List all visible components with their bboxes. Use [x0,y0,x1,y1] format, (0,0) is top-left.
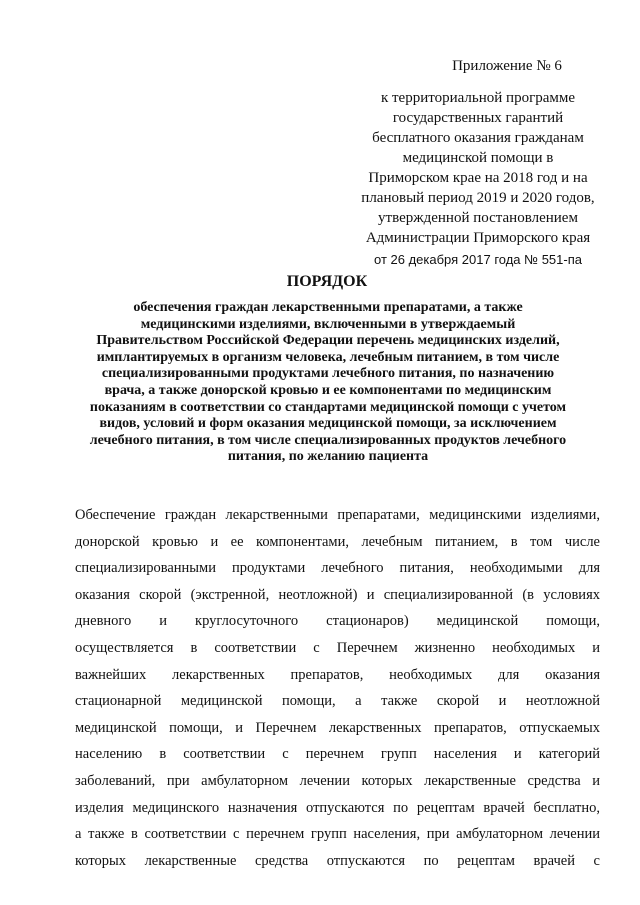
body-line: осуществляется в соответствии с Перечнем жизненно необходимых и [75,639,600,656]
document-title: ПОРЯДОК [286,273,368,290]
appendix-header [348,56,608,270]
subtitle-line: специализированными продуктами лечебного питания, по назначению [101,366,555,382]
document-subtitle [60,300,596,466]
body-line: дневного и круглосуточного стационаров) медицинской помощи, [75,613,600,630]
body-line: важнейших лекарственных препаратов, необходимых для оказания [75,666,600,683]
appendix-line: Администрации Приморского края [365,230,591,246]
subtitle-line: имплантируемых в организм человека, лечебным питанием, в том числе [96,349,560,365]
appendix-line: бесплатного оказания гражданам [372,130,584,146]
body-line: стационарной медицинской помощи, а также скорой и неотложной [75,693,600,710]
body-line: Обеспечение граждан лекарственными препаратами, медицинскими изделиями, [75,507,600,523]
body-line: медицинской помощи, и Перечнем лекарственных препаратов, отпускаемых [75,719,600,736]
subtitle-line: лечебного питания, в том числе специализированных продуктов лечебного [89,432,567,448]
body-line: которых лекарственные средства отпускаются по рецептам врачей с [75,852,600,869]
appendix-line: утвержденной постановлением [378,210,578,226]
appendix-line: Приморском крае на 2018 год и на [368,170,588,186]
body-line: заболеваний, при амбулаторном лечении которых лекарственные средства и [75,772,600,789]
appendix-line: медицинской помощи в [402,150,554,166]
appendix-number: Приложение № 6 [452,58,562,74]
appendix-line: к территориальной программе [380,90,576,106]
body-line: населению в соответствии с перечнем групп населения и категорий [75,746,600,763]
subtitle-line: врача, а также донорской кровью и ее компонентами по медицинским [104,382,552,398]
body-line: донорской кровью и ее компонентами, лечебным питанием, в том числе [75,533,600,550]
subtitle-line: показаниям в соответствии со стандартами медицинской помощи с учетом [89,399,567,415]
appendix-line: плановый период 2019 и 2020 годов, [361,190,595,206]
appendix-line: государственных гарантий [392,110,564,126]
subtitle-line: медицинскими изделиями, включенными в утверждаемый [140,316,516,332]
body-line: специализированными продуктами лечебного питания, необходимыми для [75,560,600,577]
body-line: изделия медицинского назначения отпускаются по рецептам врачей бесплатно, [75,799,600,816]
subtitle-line: видов, условий и форм оказания медицинской помощи, за исключением [99,416,557,432]
subtitle-line: питания, по желанию пациента [227,449,429,465]
decree-reference: от 26 декабря 2017 года № 551-па [374,252,582,267]
subtitle-line: обеспечения граждан лекарственными препаратами, а также [133,300,523,315]
body-line: оказания скорой (экстренной, неотложной) и специализированной (в условиях [75,586,600,603]
body-line: а также в соответствии с перечнем групп населения, при амбулаторном лечении [75,826,600,843]
subtitle-line: Правительством Российской Федерации перечень медицинских изделий, [96,333,560,349]
body-paragraph [75,502,600,874]
